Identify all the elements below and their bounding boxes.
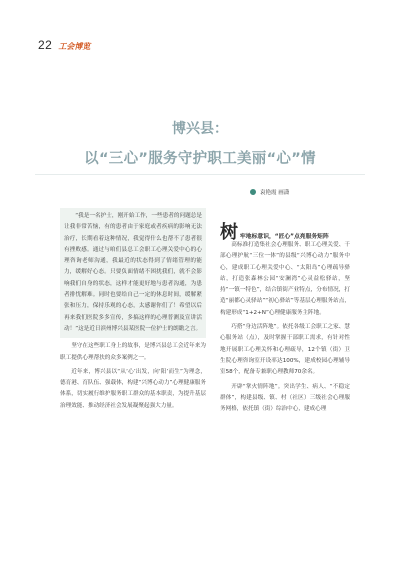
left-column [60,208,206,412]
title-divider [35,174,365,175]
quote-box [60,208,206,338]
body-paragraph: 高标准打造集社会心理服务、职工心理关爱、干部心理护航“三位一体”的县级“兴博心动力”服务中心，建成职工心理关爱中心、“太阳岛”心理疏导驿站，打造张森林公园“安澜湾”心灵益松驿站，坚持“一镇一特色”，结合镇街产业特点，分布情况，打造“丽都心灵驿站”“初心驿站”等基层心理服务站点，构建形成“1+2+N”心理健康服务主阵地。 [220,242,350,316]
author-name: 袁艳霞 画潇 [260,190,290,196]
page-number: 22 [38,38,53,52]
body-paragraph: 巧搭“身边活阵地”。依托各级工会职工之家、慧心服务站（点），及时掌握干部职工需求，有针对性地开展职工心理关怀和心理疏导，12个镇（街）卫生院心理咨询室开设率达100%，建成校园心理辅导室58个，配备专兼职心理教师70余名。 [220,324,350,376]
author-line [250,188,289,196]
body-paragraph: 开辟“掌火情阵地”。突出学生、病人、“不稳定群体”，构建县级、镇、村（社区）三级社会心理服务网格，依托镇（街）综治中心，建成心理 [220,383,350,413]
drop-cap: 树 [220,222,238,243]
body-paragraph: 坚守在这些职工身上的故事，是博兴县总工会近年来为职工提供心理帮扶的众多案例之一。 [60,343,206,361]
body-paragraph: 近年来，博兴县以“从‘心’出发，向‘阳’而生”为理念，德育港、育队伍、强载体，构建“兴博心动力”心理健康服务体系，切实履行维护服务职工群众的基本职责，为提升基层治理效能、推动经济社会发展凝聚起强大力量。 [60,368,206,409]
right-column [220,240,350,415]
author-bullet-icon [250,189,256,195]
article-title-line-1: 博兴县： [172,121,228,137]
section-title: 牢地标意识，“匠心”点亮服务矩阵 [240,234,329,240]
quote-paragraph: “我是一名护士，刚开始工作，一些患者的问题总是让我非常苦恼，有的患者由于家庭或者疾病的影响无法治疗，长期看着这种情况，我觉得什么也帮不了患者很有挫败感。通过与咱们县总工会职工心理关爱中心的心理咨询老师沟通，我最近的状态得到了情绪管理的能力，缓解好心态。只要负面情绪不困扰我们，就不会影响我们自身的状态，这样才能更好地与患者沟通，为患者排忧解难。同时也要给自己一定的休息时间，缓解紧张和压力，保持乐观的心态，太感谢你们了！希望以后再来我们医院多多宣传，多搞这样的心理普测及宣讲活动！”这是近日滨州博兴县某医院一位护士的朗瞻之言。 [64,213,202,332]
article-title-line-2: 以“三心”服务守护职工美丽“心”情 [84,151,316,167]
magazine-name: 工会博览 [58,42,91,51]
page-header [38,38,90,52]
